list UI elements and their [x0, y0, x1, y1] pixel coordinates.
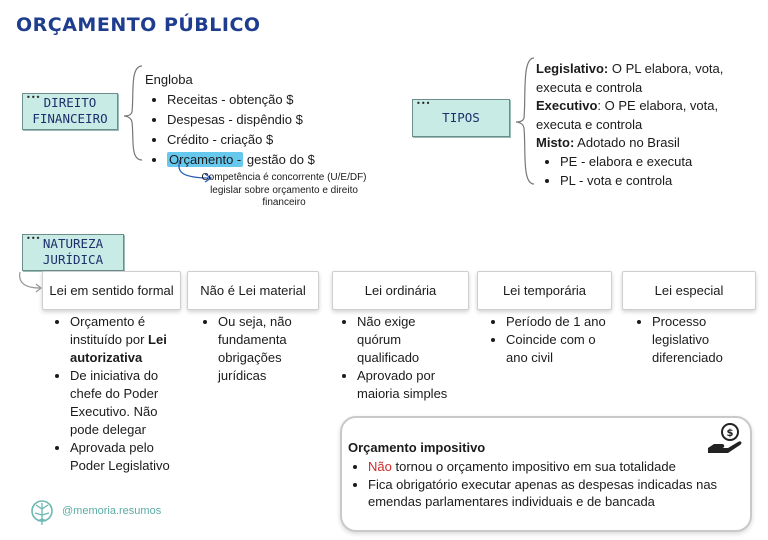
misto-list	[536, 153, 756, 190]
executivo-line	[536, 97, 756, 134]
column-header-lei-material	[187, 271, 319, 310]
column-header-label: Lei temporária	[502, 283, 587, 298]
engloba-block	[145, 72, 315, 170]
list-item	[70, 313, 180, 367]
list-item-text: Orçamento é instituído por	[70, 314, 149, 347]
list-item: • Crédito - criação $	[167, 130, 315, 150]
svg-text:$: $	[726, 428, 734, 439]
tag-line: JURÍDICA	[42, 252, 104, 267]
column-list-lei-ordinaria	[337, 313, 462, 403]
impositivo-title: Orçamento impositivo	[348, 440, 486, 455]
author-handle: @memoria.resumos	[62, 505, 162, 517]
tag-label: TIPOS	[442, 110, 480, 125]
list-item: • Ou seja, não fundamenta obrigações jurídicas	[218, 313, 310, 385]
tipos-block	[536, 60, 756, 190]
executivo-text: : O PE elabora, vota, executa e controla	[536, 98, 719, 132]
brain-tree-icon	[28, 499, 56, 527]
column-list-lei-material	[198, 313, 310, 385]
misto-label: Misto:	[536, 135, 575, 151]
brace-icon	[122, 64, 144, 164]
list-item-rest: gestão do $	[243, 152, 315, 167]
list-item: • Aprovada pelo Poder Legislativo	[70, 439, 180, 475]
legislativo-line	[536, 60, 756, 97]
list-item: • Processo legislativo diferenciado	[652, 313, 744, 367]
legislativo-text: O PL elabora, vota, executa e controla	[536, 61, 724, 95]
tag-line: NATUREZA	[42, 236, 104, 251]
money-hand-icon	[706, 422, 744, 456]
column-list-lei-especial	[632, 313, 744, 367]
column-header-lei-especial	[622, 271, 756, 310]
column-header-label: Lei em sentido formal	[49, 283, 174, 298]
orcamento-impositivo-box	[340, 416, 752, 532]
emphasis-text: Não	[368, 459, 392, 474]
column-header-label: Lei ordinária	[364, 283, 437, 298]
tag-line: DIREITO	[43, 95, 97, 110]
list-item: • Receitas - obtenção $	[167, 90, 315, 110]
list-item: • Período de 1 ano	[506, 313, 606, 331]
executivo-label: Executivo	[536, 98, 598, 114]
list-item: • Despesas - dispêndio $	[167, 110, 315, 130]
list-item: • Aprovado por maioria simples	[357, 367, 462, 403]
list-item: • PE - elabora e executa	[560, 153, 756, 172]
column-header-lei-ordinaria	[332, 271, 469, 310]
column-list-lei-formal	[50, 313, 180, 475]
misto-text: Adotado no Brasil	[574, 135, 680, 151]
highlighted-text: Orçamento -	[169, 152, 242, 167]
tipos-tag	[412, 99, 510, 137]
list-item-rest: tornou o orçamento impositivo em sua totalidade	[391, 459, 676, 474]
engloba-label: Engloba	[145, 72, 193, 87]
page-title: ORÇAMENTO PÚBLICO	[16, 14, 261, 36]
column-header-label: Lei especial	[654, 283, 724, 298]
legislativo-label: Legislativo:	[536, 61, 609, 76]
dots-icon: •••	[416, 99, 431, 108]
list-item	[368, 458, 764, 476]
direito-financeiro-tag	[22, 93, 118, 130]
list-item: • Não exige quórum qualificado	[357, 313, 462, 367]
brace-icon	[514, 56, 536, 188]
competencia-note: Competência é concorrente (U/E/DF) legislar sobre orçamento e direito financeiro	[201, 172, 367, 208]
column-header-lei-temporaria	[477, 271, 612, 310]
column-header-label: Não é Lei material	[200, 283, 306, 298]
impositivo-list	[348, 458, 764, 511]
dots-icon: •••	[26, 234, 41, 243]
list-item: • Fica obrigatório executar apenas as despesas indicadas nas emendas parlamentares individuais e de bancada	[368, 476, 764, 511]
dots-icon: •••	[26, 93, 41, 102]
misto-line	[536, 134, 756, 153]
list-item: • PL - vota e controla	[560, 172, 756, 191]
list-item: • Coincide com o ano civil	[506, 331, 606, 367]
list-item: • De iniciativa do chefe do Poder Executivo. Não pode delegar	[70, 367, 180, 439]
natureza-juridica-tag	[22, 234, 124, 271]
column-header-lei-formal	[42, 271, 181, 310]
column-list-lei-temporaria	[486, 313, 606, 367]
tag-line: FINANCEIRO	[32, 111, 108, 126]
list-item-bold: Lei autorizativa	[70, 332, 167, 365]
